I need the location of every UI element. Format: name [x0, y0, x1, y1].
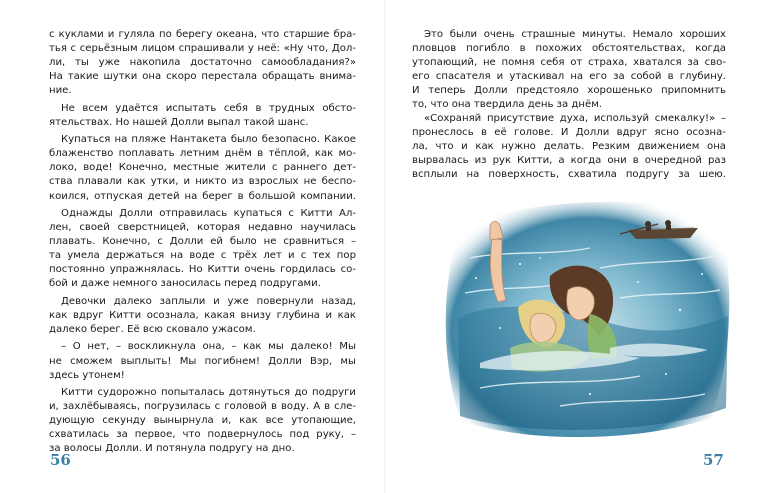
paragraph: [49, 340, 356, 382]
text-line: с куклами и гуляла по берегу океана, что старшие бра-: [49, 29, 356, 40]
text-line: – О нет, – воскликнула она, – как мы далеко! Мы: [61, 341, 356, 353]
text-line: ла, что и как нужно делать. Резким движением она: [412, 141, 726, 153]
text-line: Однажды Долли отправилась купаться с Китти Ал-: [61, 208, 356, 220]
paragraph: [49, 295, 356, 337]
text-line: лен, своей сверстницей, которая недавно научилась: [49, 222, 356, 234]
paragraph: [49, 386, 356, 456]
text-line: Девочки далеко заплыли и уже повернули назад,: [61, 295, 356, 307]
text-line: здесь утонем!: [49, 369, 125, 381]
text-line: локо, воде! Конечно, местные жители с раннего дет-: [49, 162, 356, 174]
page-number-left: 56: [50, 451, 71, 469]
text-line: Не всем удаётся испытать себя в трудных обсто-: [61, 102, 356, 114]
sea-rescue-illustration: [440, 198, 730, 438]
paragraph: [49, 207, 356, 291]
right-page: [412, 28, 726, 183]
text-line: и, захлёбываясь, погрузилась с головой в воду. А в сле-: [49, 401, 356, 413]
paragraph: [412, 28, 726, 112]
text-line: Купаться на пляже Нантакета было безопасно. Какое: [61, 134, 356, 146]
text-line: «Сохраняй присутствие духа, используй смекалку!» –: [424, 113, 726, 125]
sea-rescue-image: [440, 198, 730, 438]
text-line: тья с серьёзным лицом спрашивали у неё: «Ну что, Дол-: [49, 43, 356, 55]
text-line: всплыли на поверхность, схватила подругу за шею.: [412, 169, 726, 181]
text-line: ства плавали как утки, и никто из взрослых не беспо-: [49, 176, 356, 188]
text-line: как вдруг Китти осознала, какая внизу глубина и как: [49, 309, 356, 321]
text-line: И теперь Долли предстояло хорошенько припомнить: [412, 85, 726, 97]
text-line: ятельствах. Но нашей Долли выпал такой шанс.: [49, 116, 309, 128]
paragraph: [412, 112, 726, 182]
text-line: за волосы Долли. И потянула подругу на дно.: [49, 443, 295, 455]
text-line: ние.: [49, 85, 72, 97]
text-line: Это были очень страшные минуты. Немало хороших: [424, 29, 726, 40]
text-line: ли, ты уже накопила достаточно самообладания?»: [49, 57, 356, 69]
text-line: плавать. Конечно, с Долли ей было не сравниться –: [49, 236, 356, 248]
paragraph: [49, 102, 356, 130]
text-line: его спасателя и утаскивал на его за собой в глубину.: [412, 71, 726, 83]
text-line: та умела держаться на воде с трёх лет и с тех пор: [49, 250, 356, 262]
text-line: утопающий, не помня себя от страха, хватался за сво-: [412, 57, 726, 69]
text-line: На такие шутки она скоро перестала обращать внима-: [49, 71, 356, 83]
text-line: схватилась за первое, что подвернулось под руку, –: [49, 429, 356, 441]
paragraph: [49, 133, 356, 203]
paragraph: [49, 28, 356, 98]
text-line: вырвалась из рук Китти, а когда они в очередной раз: [412, 155, 726, 167]
text-line: постоянно упражнялась. Но Китти очень гордилась со-: [49, 264, 356, 276]
page-number-right: 57: [703, 451, 724, 469]
text-line: пронеслось в её голове. И Долли вдруг ясно осозна-: [412, 127, 726, 139]
left-page: [49, 28, 356, 460]
text-line: коился, отпуская детей на берег в большой компании.: [49, 190, 356, 202]
text-line: бой и даже немного заносилась перед подругами.: [49, 278, 321, 290]
text-line: Китти судорожно попыталась дотянуться до подруги: [61, 387, 356, 399]
page-gutter: [384, 0, 386, 493]
text-line: далеко берег. Её всю сковало ужасом.: [49, 323, 256, 335]
text-line: пловцов погибло в похожих обстоятельствах, когда: [412, 43, 726, 55]
text-line: то, что она твердила день за днём.: [412, 99, 603, 111]
text-line: блаженство поплавать летним днём в тёплой, как мо-: [49, 148, 356, 160]
text-line: дующую секунду вынырнула и, как все утопающие,: [49, 415, 356, 427]
text-line: не сможем выплыть! Мы погибнем! Долли Вэр, мы: [49, 355, 356, 367]
